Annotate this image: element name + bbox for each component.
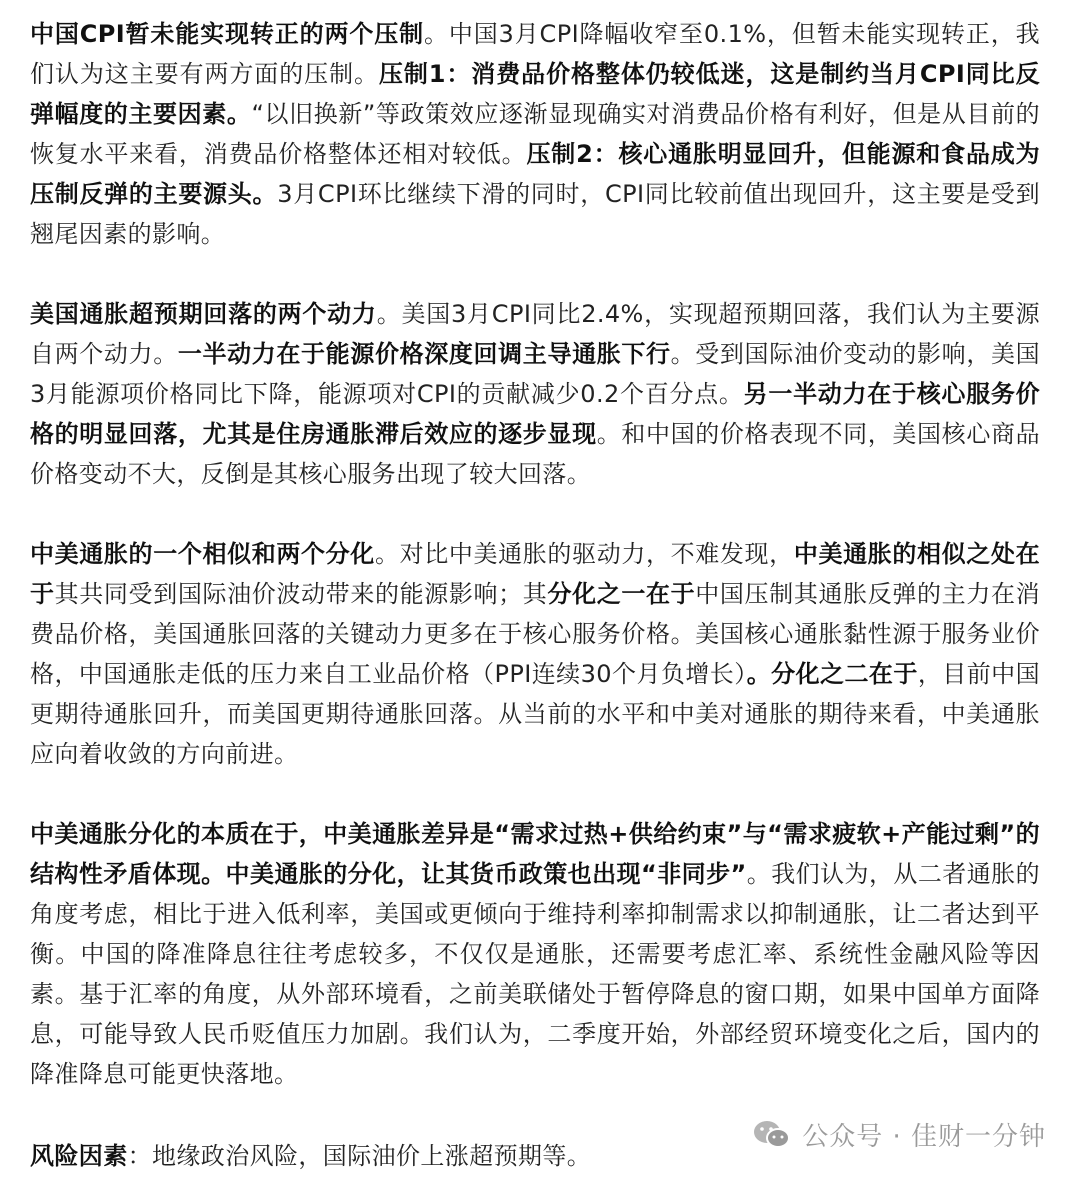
para4-seg0: 中美通胀分化的本质在于，中美通胀差异是“需求过热+供给约束”与“需求疲软+产能过剩”的结构性矛盾体现。中美通胀的分化，让其货币政策也出现“非同步” [30, 820, 1040, 888]
para2-seg3: 。受到国际油价变动的影响，美国3月能源项价格同比下降，能源项对CPI的贡献减少0.2个百分点。 [30, 340, 1040, 408]
para2-seg0: 美国通胀超预期回落的两个动力 [30, 300, 377, 328]
para3-seg6: 。分化之二在于 [746, 660, 918, 688]
para3-seg2: 中美通胀的相似之处在于 [30, 540, 1040, 608]
para2-seg4: 另一半动力在于核心服务价格的明显回落，尤其是住房通胀滞后效应的逐步显现 [30, 380, 1040, 448]
para1-seg5: 3月CPI环比继续下滑的同时，CPI同比较前值出现回升，这主要是受到翘尾因素的影响。 [30, 180, 1040, 248]
para3-seg5: 中国压制其通胀反弹的主力在消费品价格，美国通胀回落的关键动力更多在于核心服务价格。美国核心通胀黏性源于服务业价格，中国通胀走低的压力来自工业品价格（PPI连续30个月负增长） [30, 580, 1040, 688]
paragraph-similarity-divergence [30, 534, 1040, 774]
para3-seg1: 。对比中美通胀的驱动力，不难发现， [374, 540, 794, 568]
watermark [752, 1116, 1046, 1153]
watermark-text: 公众号 · 佳财一分钟 [802, 1122, 1046, 1152]
para3-seg4: 分化之一在于 [547, 580, 696, 608]
para3-seg3: 其共同受到国际油价波动带来的能源影响；其 [54, 580, 548, 608]
para2-seg1: 。美国3月CPI同比2.4%，实现超预期回落，我们认为主要源自两个动力。 [30, 300, 1040, 368]
risk-factors [30, 1136, 591, 1176]
para1-seg0: 中国CPI暂未能实现转正的两个压制 [30, 20, 424, 48]
risk-label: 风险因素 [30, 1142, 128, 1170]
article-body [30, 14, 1040, 1134]
para1-seg4: 压制2：核心通胀明显回升，但能源和食品成为压制反弹的主要源头。 [30, 140, 1040, 208]
paragraph-china-cpi [30, 14, 1040, 254]
paragraph-us-inflation [30, 294, 1040, 494]
para1-seg1: 。中国3月CPI降幅收窄至0.1%，但暂未能实现转正，我们认为这主要有两方面的压制。 [30, 20, 1040, 88]
risk-text: ：地缘政治风险，国际油价上涨超预期等。 [127, 1142, 592, 1170]
para4-seg1: 。我们认为，从二者通胀的角度考虑，相比于进入低利率，美国或更倾向于维持利率抑制需求以抑制通胀，让二者达到平衡。中国的降准降息往往考虑较多，不仅仅是通胀，还需要考虑汇率、系统性金融风险等因素。基于汇率的角度，从外部环境看，之前美联储处于暂停降息的窗口期，如果中国单方面降息，可能导致人民币贬值压力加剧。我们认为，二季度开始，外部经贸环境变化之后，国内的降准降息可能更快落地。 [30, 860, 1040, 1088]
para2-seg2: 一半动力在于能源价格深度回调主导通胀下行 [177, 340, 671, 368]
para3-seg7: ，目前中国更期待通胀回升，而美国更期待通胀回落。从当前的水平和中美对通胀的期待来看，中美通胀应向着收敛的方向前进。 [30, 660, 1040, 768]
para1-seg2: 压制1：消费品价格整体仍较低迷，这是制约当月CPI同比反弹幅度的主要因素。 [30, 60, 1041, 128]
para2-seg5: 。和中国的价格表现不同，美国核心商品价格变动不大，反倒是其核心服务出现了较大回落。 [30, 420, 1040, 488]
para1-seg3: “以旧换新”等政策效应逐渐显现确实对消费品价格有利好，但是从目前的恢复水平来看，消费品价格整体还相对较低。 [30, 100, 1040, 168]
paragraph-essence [30, 814, 1040, 1094]
wechat-icon [752, 1118, 792, 1152]
para3-seg0: 中美通胀的一个相似和两个分化 [30, 540, 375, 568]
